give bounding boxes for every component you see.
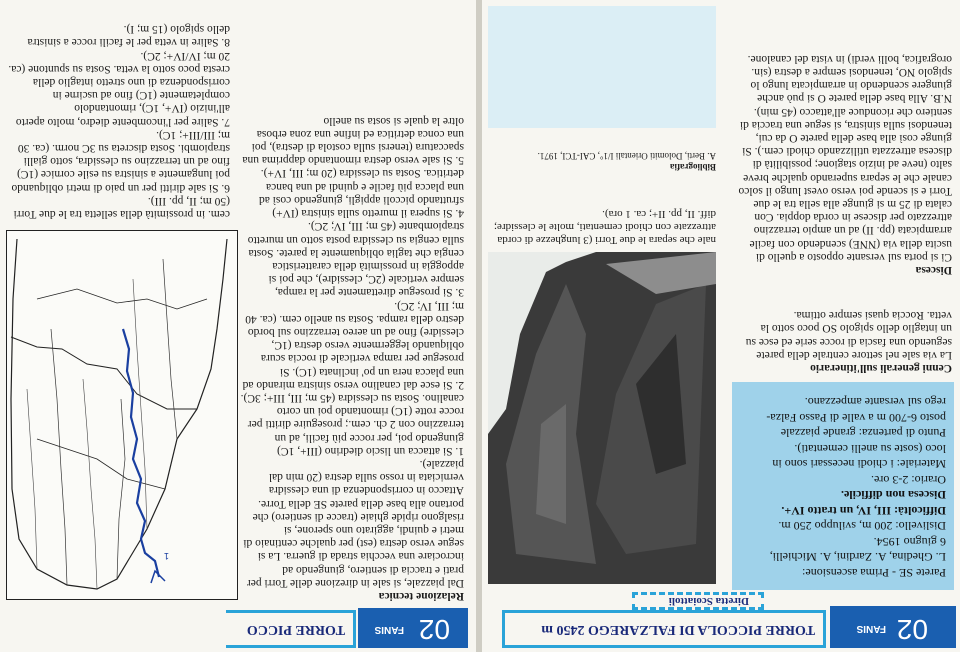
title-frame-2 xyxy=(226,610,356,648)
descent-section xyxy=(734,4,952,276)
route-sketch xyxy=(6,230,238,600)
route-badge-2 xyxy=(358,608,468,648)
info-line: Punto di partenza: grande piazzale xyxy=(780,426,946,441)
blue-panel xyxy=(488,6,716,128)
route-title-fragment: TORRE PICCO xyxy=(246,622,345,637)
info-line: Discesa non difficile. xyxy=(841,488,946,503)
route-number: 02 xyxy=(896,614,928,645)
route-sketch-art xyxy=(8,232,237,599)
section-tag: FANIS xyxy=(856,623,886,634)
page-right xyxy=(482,0,960,652)
descent-note: N.B. Alla base della parete O si può anche giungere scendendo in arrampicata lungo lo spigolo NO, tenendosi sempre a destra (sin. orografica, bolli verdi) in vista del canalone. xyxy=(747,52,952,105)
bibliography-heading: Bibliografia xyxy=(669,162,716,172)
route-title: TORRE PICCOLA DI FALZAREGO 2450 m xyxy=(541,622,815,637)
mountain-photo xyxy=(488,252,716,584)
general-heading: Cenni generali sull'itinerario xyxy=(810,362,952,374)
info-box xyxy=(732,382,954,590)
descent-heading: Discesa xyxy=(915,264,952,276)
info-line: posto 6-700 m a valle di Passo Falza- xyxy=(766,411,946,425)
info-lines xyxy=(738,394,946,580)
info-line: loco (soste su anelli cementati). xyxy=(794,442,946,456)
info-line: L. Ghedina, A. Zardini, A. Michielli, xyxy=(769,550,946,565)
gutter xyxy=(476,0,482,652)
info-line: Dislivello: 200 m, sviluppo 250 m. xyxy=(778,519,946,534)
relazione-body: Dal piazzale, si sale in direzione delle Torri per prati e traccia di sentiero, giungendo ad incrociare una vecchia strada di guerra. La si segue verso destra (est) per qualche centinaio di metri e quindi, aggirato uno sperone, si risalgono ripide ghiaie (tracce di sentiero) che portano alla base della parete SE della Torre. Attacco in corrispondenza di una clessidra verniciata in rosso sulla destra (20 min dal piazzale). 1. Si attacca un liscio diedrino (III+, 1C) giungendo poi, per rocce più facili, ad un terrazzino con 2 ch. cem.; proseguire diritti per rocce rotte (1C) rimontando poi un corto canalino. Sosta su clessidra (45 m; III, III+; 3C). 2. Si esce dal canalino verso sinistra mirando ad una placca nera un po' inclinata (1C). Si prosegue per rampa verticale di roccia scura obliquando leggermente verso destra (1C, clessidre) fino ad un aereo terrazzino sul bordo destro della rampa. Sosta su anello cem. (ca. 40 m; III, IV; 2C). 3. Si prosegue direttamente per la rampa, sempre verticale (2C, clessidre), che poi si appoggia in prossimità della caratteristica cengia che taglia obliquamente la parete. Sosta sulla cengia su clessidra posta sotto un muretto strapiombante (45 m; III, IV; 2C). 4. Si supera il muretto sulla sinistra (IV+) sfruttando piccoli appigli, giungendo così ad una placca più facile e quindi ad una banca detritica. Sosta su clessidra (20 m; III, IV+). 5. Si sale verso destra rimontando dapprima una spaccatura (tenersi sulla costola di destra), poi una conca detritica ed infine una zona erbosa oltre la quale si sosta su anello xyxy=(240,114,464,589)
mountain-photo-art xyxy=(488,252,716,584)
info-line: rego sul versante ampezzano. xyxy=(804,395,946,410)
route-badge xyxy=(830,606,956,648)
info-line: Materiale: i chiodi necessari sono in xyxy=(772,457,946,472)
subtitle-frame xyxy=(632,592,764,610)
relazione-heading: Relazione tecnica xyxy=(378,590,464,602)
info-line: Parete SE - Prima ascensione: xyxy=(802,566,946,580)
general-body: La via sale nel settore centrale della parete seguendo una fascia di rocce serie ed esce su un intaglio dello spigolo SO poco sotto la vetta. Roccia quasi sempre ottima. xyxy=(742,309,952,361)
bibliography xyxy=(488,138,716,172)
route-number-2: 02 xyxy=(418,614,450,645)
title-frame xyxy=(502,610,826,648)
route-subtitle: Diretta Scoiattoli xyxy=(668,595,749,607)
info-line: 6 giugno 1954. xyxy=(873,535,946,549)
technical-column-1 xyxy=(240,4,464,602)
descent-body: Ci si porta sul versante opposto a quello di uscita della via (NNE) scendendo con facile arrampicata (pp. II) ad un ampio terrazzino attrezzato per discese in corda doppia. Con calata di 25 m si giunge alla sella tra le due Torri e si scende poi verso ovest lungo il solco canale che le separa superando qualche breve salto (neve ad inizio stagione; possibilità di discesa attrezzata utilizzando chiodi cem.). Si giunge così alla base della parete O da cui, tenendosi sulla sinistra, si segue una traccia di sentiero che riconduce all'attacco (45 min). xyxy=(735,105,952,263)
info-line: Difficoltà: III, IV, un tratto IV+. xyxy=(781,504,946,518)
page-left xyxy=(0,0,476,652)
general-section xyxy=(734,284,952,374)
photo-caption-text: nale che separa le due Torri (3 lunghezze di corda attrezzate con chiodi cementati, molte le clessidre; diff. II, pp. II+; ca. 1 ora). xyxy=(491,207,716,246)
svg-text:1: 1 xyxy=(163,551,169,561)
technical-column-2: cem. in prossimità della selletta tra le due Torri (50 m; II, pp. III). 6. Si sale diritti per un paio di metri obliquando poi lungamente a sinistra su esile cornice (1C) fino ad un terrazzino su clessidra, sotto gialli strapiombi. Sosta discreta su 3C norm. (ca. 30 m; III/III+; 1C). 7. Salire per l'incombente diedro, molto aperto all'inizio (IV+, 1C), rimontandolo completamente (1C) fino ad uscirne in corrispondenza di uno stretto intaglio della cresta poco sotto la vetta. Sosta su spuntone (ca. 20 m; IV/IV+; 2C). 8. Salire in vetta per le facili rocce a sinistra dello spigolo (15 m; I). xyxy=(8,23,230,220)
section-tag-2: FANIS xyxy=(374,624,404,635)
info-line: Orario: 2-3 ore. xyxy=(871,473,946,487)
bibliography-body: A. Berti, Dolomiti Orientali I/1°, CAI-TCI, 1971. xyxy=(537,151,716,161)
